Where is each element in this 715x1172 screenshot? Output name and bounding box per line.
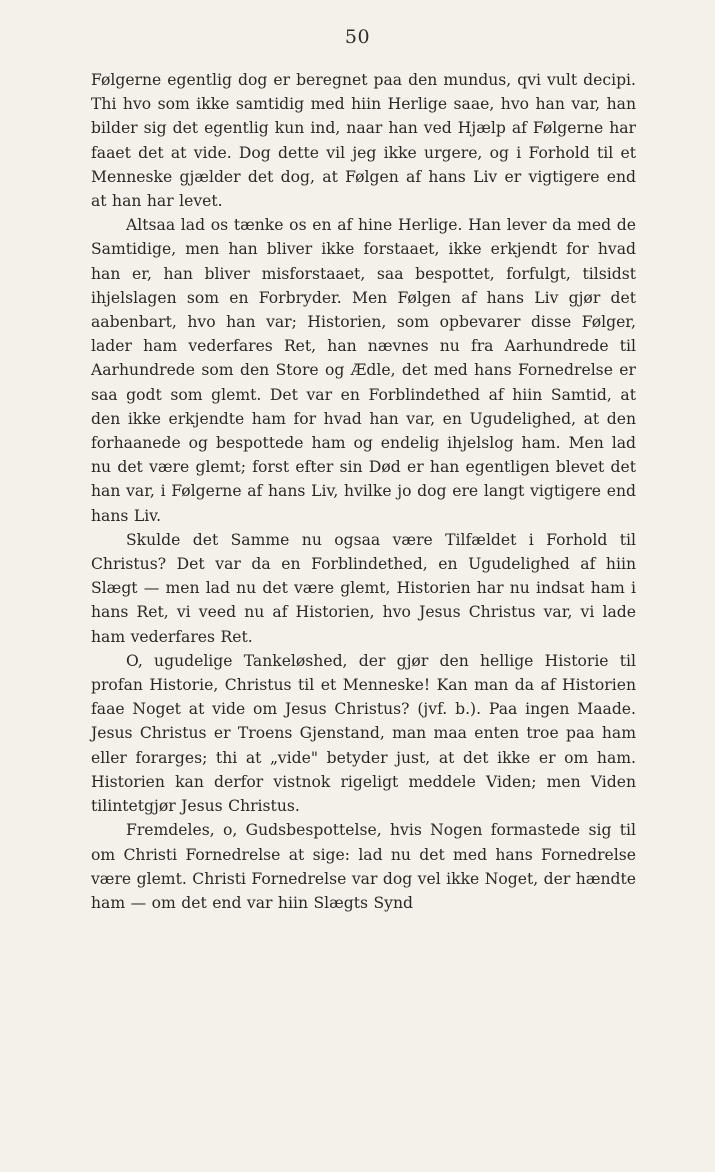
paragraph-5: Fremdeles, o, Gudsbespottelse, hvis Nogen formastede sig til om Christi Fornedrelse at sige: lad nu det med hans Fornedrelse være glemt. Christi Fornedrelse var dog vel ikke Noget, der hændte ham — om det end var hiin Slægts Synd bbox=[91, 821, 636, 912]
paragraph-3: Skulde det Samme nu ogsaa være Tilfældet i Forhold til Christus? Det var da en Forblindethed, en Ugudelighed af hiin Slægt — men lad nu det være glemt, Historien har nu indsat ham i hans Ret, vi veed nu af Historien, hvo Jesus Christus var, vi lade ham vederfares Ret. bbox=[91, 530, 636, 646]
page-number: 50 bbox=[344, 26, 371, 48]
paragraph-2: Altsaa lad os tænke os en af hine Herlige. Han lever da med de Samtidige, men han bliver ikke forstaaet, ikke erkjendt for hvad han er, han bliver misforstaaet, saa bespottet, forfulgt, tilsidst ihjelslagen som en Forbryder. Men Følgen af hans Liv gjør det aabenbart, hvo han var; Historien, som opbevarer disse Følger, lader ham vederfares Ret, han nævnes nu fra Aarhundrede til Aarhundrede som den Store og Ædle, det med hans Fornedrelse er saa godt som glemt. Det var en Forblindethed af hiin Samtid, at den ikke erkjendte ham for hvad han var, en Ugudelighed, at den forhaanede og bespottede ham og endelig ihjelslog ham. Men lad nu det være glemt; forst efter sin Død er han egentligen blevet det han var, i Følgerne af hans Liv, hvilke jo dog ere langt vigtigere end hans Liv. bbox=[91, 216, 636, 525]
body-text bbox=[91, 68, 636, 915]
paragraph-1: Følgerne egentlig dog er beregnet paa den mundus, qvi vult decipi. Thi hvo som ikke samtidig med hiin Herlige saae, hvo han var, han bilder sig det egentlig kun ind, naar han ved Hjælp af Følgerne har faaet det at vide. Dog dette vil jeg ikke urgere, og i Forhold til et Menneske gjælder det dog, at Følgen af hans Liv er vigtigere end at han har levet. bbox=[91, 71, 636, 211]
paragraph-4: O, ugudelige Tankeløshed, der gjør den hellige Historie til profan Historie, Christus til et Menneske! Kan man da af Historien faae Noget at vide om Jesus Christus? (jvf. b.). Paa ingen Maade. Jesus Christus er Troens Gjenstand, man maa enten troe paa ham eller forarges; thi at „vide" betyder just, at det ikke er om ham. Historien kan derfor vistnok rigeligt meddele Viden; men Viden tilintetgjør Jesus Christus. bbox=[91, 651, 636, 816]
